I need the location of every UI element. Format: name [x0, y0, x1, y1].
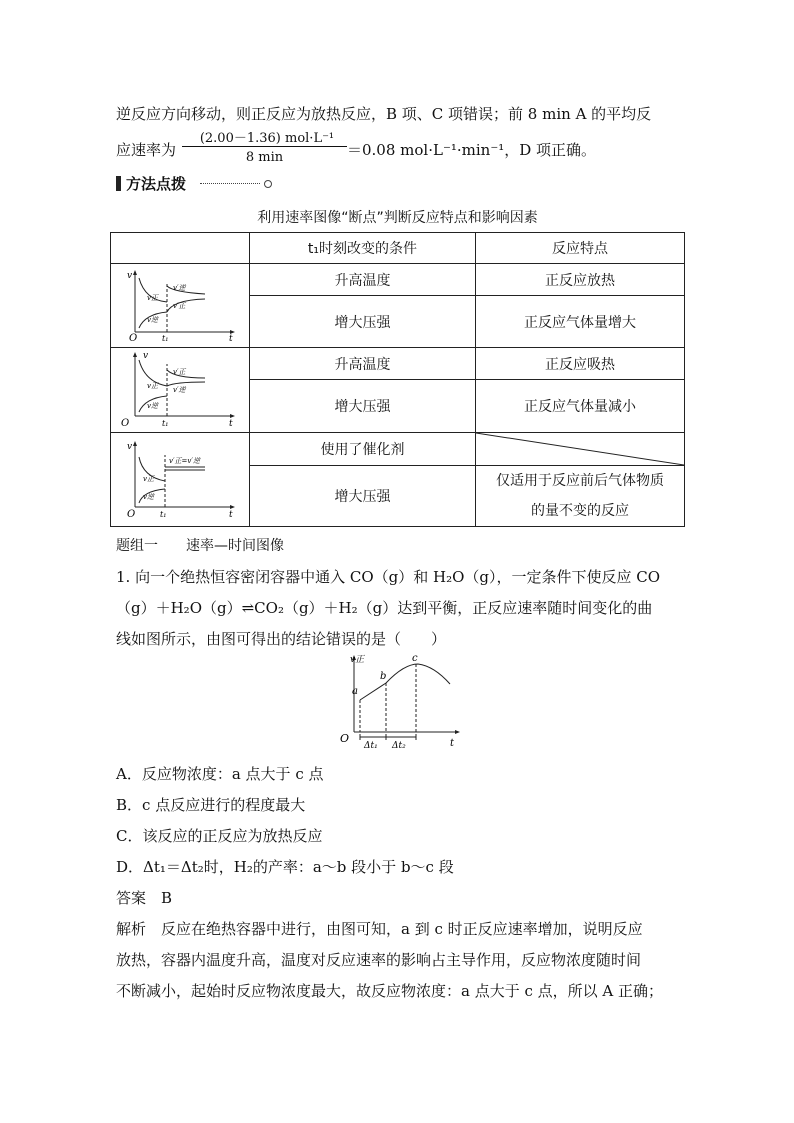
feature-line-1: 仅适用于反应前后气体物质 [495, 473, 664, 489]
intro-line-2-suffix: ＝0.08 mol·L⁻¹·min⁻¹，D 项正确。 [347, 141, 597, 159]
heading-dotted-line [200, 183, 260, 184]
fraction-denominator: 8 min [245, 150, 284, 165]
feature-cell: 正反应气体量增大 [475, 296, 684, 348]
table-header-feature: 反应特点 [475, 233, 684, 264]
option-b: B．c 点反应进行的程度最大 [116, 796, 306, 814]
graph-cell-1 [111, 264, 250, 348]
qgraph-c-label: c [412, 653, 418, 664]
qgraph-dt1-label: Δt₁ [364, 741, 378, 751]
rate-graph-3 [115, 437, 245, 519]
graph3-v-label: v [126, 441, 133, 452]
table-header-condition: t₁时刻改变的条件 [249, 233, 475, 264]
condition-cell: 升高温度 [249, 264, 475, 296]
option-d: D．Δt₁＝Δt₂时，H₂的产率：a～b 段小于 b～c 段 [116, 858, 454, 876]
graph2-t-label: t [228, 419, 233, 428]
graph3-vr-label: v逆 [142, 492, 154, 501]
diagonal-line [476, 433, 684, 465]
qgraph-a-label: a [352, 686, 358, 697]
graph1-vfp-label: v′正 [172, 301, 186, 310]
table-row [111, 433, 685, 466]
section-heading-text: 方法点拨 [126, 175, 187, 193]
feature-cell [475, 466, 684, 527]
graph2-vfp-label: v′正 [172, 368, 186, 376]
graph2-vrp-label: v′逆 [172, 386, 186, 394]
table-title: 利用速率图像“断点”判断反应特点和影响因素 [257, 210, 538, 226]
intro-line-2-prefix: 应速率为 [116, 141, 177, 159]
table-header-row [111, 233, 685, 264]
graph2-vf-label: v正 [146, 382, 158, 390]
feature-line-2: 的量不变的反应 [530, 503, 629, 519]
graph3-t-label: t [228, 509, 233, 519]
qgraph-origin-label: O [340, 732, 350, 745]
graph2-vr-label: v逆 [146, 402, 158, 410]
table-row [111, 348, 685, 380]
table-header-graph [111, 233, 250, 264]
graph2-t1-label: t₁ [161, 419, 169, 428]
graph1-origin-label: O [128, 332, 138, 342]
fraction-numerator: (2.00－1.36) mol·L⁻¹ [199, 131, 335, 146]
table-row [111, 264, 685, 296]
graph3-t1-label: t₁ [159, 509, 167, 519]
graph1-vrp-label: v′逆 [172, 283, 186, 292]
feature-cell-diagonal [475, 433, 684, 466]
question-stem-line-1: 1. 向一个绝热恒容密闭容器中通入 CO（g）和 H₂O（g），一定条件下使反应 CO [116, 568, 661, 586]
question-rate-graph [330, 652, 470, 752]
qgraph-v-label: v正 [350, 655, 365, 665]
rate-graph-1 [115, 266, 245, 342]
heading-dot-icon [264, 180, 272, 188]
condition-cell: 升高温度 [249, 348, 475, 380]
graph2-origin-label: O [120, 418, 130, 428]
option-a: A．反应物浓度：a 点大于 c 点 [116, 765, 324, 783]
intro-line-1: 逆反应方向移动，则正反应为放热反应，B 项、C 项错误；前 8 min A 的平均反 [116, 105, 652, 123]
condition-cell: 增大压强 [249, 296, 475, 348]
graph1-vf-label: v正 [146, 293, 158, 302]
graph1-vr-label: v逆 [146, 315, 158, 324]
graph1-t1-label: t₁ [161, 333, 169, 342]
feature-cell: 正反应放热 [475, 264, 684, 296]
qgraph-b-label: b [380, 671, 387, 682]
condition-cell: 增大压强 [249, 466, 475, 527]
graph-cell-3 [111, 433, 250, 527]
rate-graph-2 [115, 348, 245, 428]
condition-cell: 增大压强 [249, 380, 475, 433]
graph2-v-label: v [142, 351, 149, 361]
heading-bar-icon [116, 176, 121, 191]
answer: 答案 B [116, 889, 173, 907]
condition-cell: 使用了催化剂 [249, 433, 475, 466]
question-stem-line-3: 线如图所示，由图可得出的结论错误的是（ ） [116, 630, 447, 648]
feature-cell: 正反应气体量减小 [475, 380, 684, 433]
analysis-line-3: 不断减小，起始时反应物浓度最大，故反应物浓度：a 点大于 c 点，所以 A 正确； [116, 982, 664, 1000]
graph1-t-label: t [228, 333, 233, 342]
graph-cell-2 [111, 348, 250, 433]
graph1-v-label: v [126, 270, 133, 281]
question-stem-line-2: （g）＋H₂O（g）⇌CO₂（g）＋H₂（g）达到平衡，正反应速率随时间变化的曲 [116, 599, 653, 617]
qgraph-t-label: t [450, 738, 455, 749]
graph3-equal-label: v′正=v′逆 [168, 456, 200, 465]
method-table [110, 232, 685, 527]
analysis-line-1: 解析 反应在绝热容器中进行，由图可知，a 到 c 时正反应速率增加，说明反应 [116, 920, 643, 938]
graph3-vf-label: v正 [142, 474, 154, 483]
graph3-origin-label: O [126, 508, 136, 519]
qgraph-dt2-label: Δt₂ [392, 741, 406, 751]
question-group-title: 题组一 速率—时间图像 [116, 538, 284, 554]
analysis-line-2: 放热，容器内温度升高，温度对反应速率的影响占主导作用，反应物浓度随时间 [116, 951, 642, 969]
section-heading [116, 173, 690, 195]
feature-cell: 正反应吸热 [475, 348, 684, 380]
option-c: C．该反应的正反应为放热反应 [116, 827, 323, 845]
fraction-bar [182, 146, 347, 147]
